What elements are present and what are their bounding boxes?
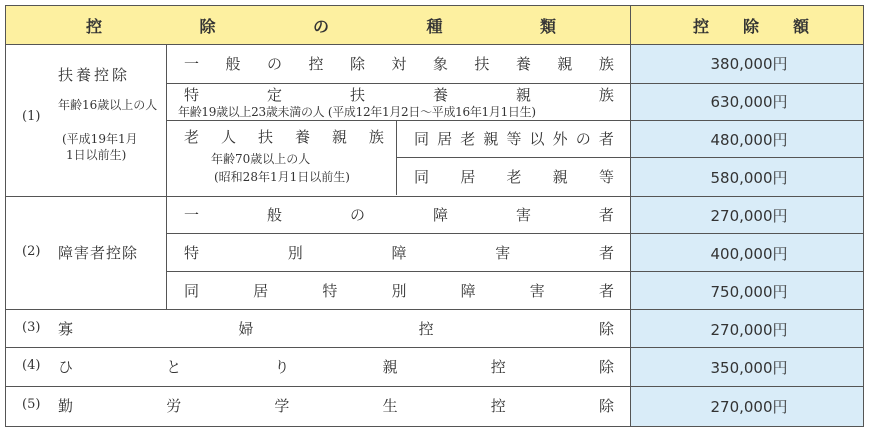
fuyo-age: 年齢16歳以上の人	[58, 98, 158, 112]
fuyo-tokutei-amount: 630,000円	[710, 93, 788, 111]
shogai-title: 障害者控除	[58, 244, 139, 262]
header-amount: 控 除 額	[693, 16, 809, 36]
shogai-dokyo-label: 同 居 特 別 障 害 者	[184, 281, 614, 300]
hitorioya-amount: 350,000円	[710, 359, 788, 377]
kinro-number: (5)	[22, 397, 41, 412]
kafu-number: (3)	[22, 320, 41, 335]
fuyo-other-amount: 480,000円	[710, 131, 788, 149]
fuyo-number: (1)	[22, 109, 41, 124]
hitorioya-label: ひ と り 親 控 除	[58, 357, 614, 376]
divider	[166, 271, 863, 272]
divider	[166, 45, 167, 309]
fuyo-born-2: 1日以前生)	[66, 148, 127, 162]
kafu-label: 寡 婦 控 除	[58, 319, 614, 338]
fuyo-born-1: (平成19年1月	[62, 132, 138, 146]
divider	[166, 233, 863, 234]
shogai-tokubetsu-amount: 400,000円	[710, 245, 788, 263]
fuyo-dokyo-label: 同 居 老 親 等	[414, 167, 614, 186]
shogai-tokubetsu-label: 特 別 障 害 者	[184, 243, 614, 262]
fuyo-ippan-label: 一 般 の 控 除 対 象 扶 養 親 族	[184, 54, 614, 73]
divider	[630, 6, 631, 426]
fuyo-other-label: 同 居 老 親 等 以 外 の 者	[414, 129, 614, 148]
fuyo-rojin-born: (昭和28年1月1日以前生)	[214, 170, 350, 184]
divider	[6, 309, 863, 310]
divider	[6, 386, 863, 387]
fuyo-tokutei-note: 年齢19歳以上23歳未満の人 (平成12年1月2日～平成16年1月1日生)	[178, 105, 536, 119]
fuyo-tokutei-label: 特 定 扶 養 親 族	[184, 85, 614, 104]
divider	[396, 157, 863, 158]
deduction-table	[5, 5, 864, 427]
fuyo-ippan-amount: 380,000円	[710, 55, 788, 73]
divider	[166, 120, 863, 121]
shogai-number: (2)	[22, 244, 41, 259]
shogai-ippan-label: 一 般 の 障 害 者	[184, 205, 614, 224]
header-type: 控 除 の 種 類	[86, 16, 556, 36]
fuyo-rojin-age: 年齢70歳以上の人	[211, 152, 311, 166]
divider	[6, 347, 863, 348]
fuyo-rojin-label: 老 人 扶 養 親 族	[184, 127, 384, 146]
kafu-amount: 270,000円	[710, 321, 788, 339]
kinro-label: 勤 労 学 生 控 除	[58, 396, 614, 415]
fuyo-dokyo-amount: 580,000円	[710, 169, 788, 187]
divider	[6, 196, 863, 197]
hitorioya-number: (4)	[22, 358, 41, 373]
kinro-amount: 270,000円	[710, 398, 788, 416]
fuyo-title: 扶養控除	[58, 66, 131, 84]
shogai-dokyo-amount: 750,000円	[710, 283, 788, 301]
shogai-ippan-amount: 270,000円	[710, 207, 788, 225]
